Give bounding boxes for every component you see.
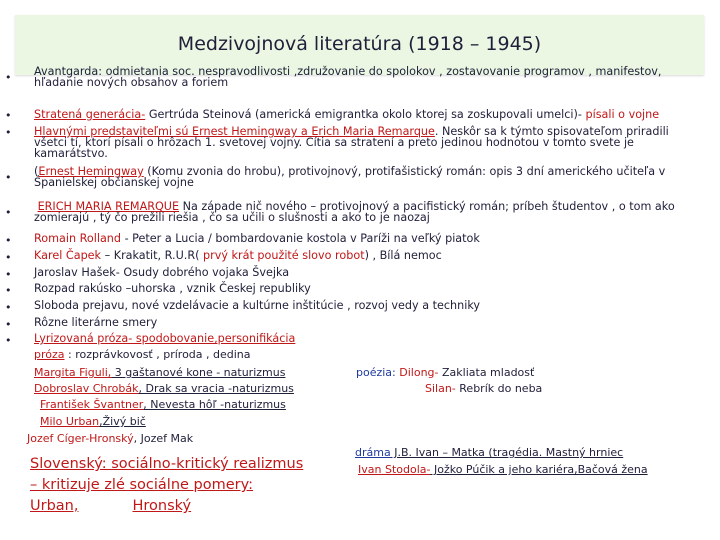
work: 3 gaštanové kone - naturizmus — [111, 366, 286, 379]
bullet-icon: • — [5, 126, 12, 139]
prose-header — [34, 349, 251, 361]
bullet-icon: • — [5, 171, 12, 184]
drama-label: dráma — [355, 446, 391, 459]
term: písali o vojne — [585, 108, 660, 121]
desc: ) , Bílá nemoc — [364, 249, 442, 262]
realism-line — [30, 497, 191, 516]
list-item-text: Sloboda prejavu, nové vzdelávacie a kultúrne inštitúcie , rozvoj vedy a techniky — [34, 299, 481, 312]
realism-line: – kritizuje zlé sociálne pomery: — [30, 477, 254, 493]
poetry-label: poézia: — [356, 366, 400, 379]
list-item-text — [34, 250, 694, 261]
author: Milo Urban — [40, 415, 100, 428]
desc: : rozprávkovosť , príroda , dedina — [64, 348, 251, 361]
bullet-icon: • — [5, 334, 12, 347]
author: Ivan Stodola- — [358, 463, 431, 476]
desc: Na západe nič nového – protivojnový a pacifistický román; príbeh študentov , o tom ako — [179, 200, 675, 213]
work: J.B. Ivan – Matka (tragédia. Mastný hrniec — [390, 446, 624, 459]
term: Ernest Hemingway — [38, 165, 144, 178]
drama-line — [355, 447, 623, 459]
bullet-icon: • — [5, 109, 12, 122]
author: Dobroslav Chrobák — [34, 382, 139, 395]
poetry-line — [356, 367, 534, 379]
term: Karel Čapek — [34, 249, 102, 262]
bullet-icon: • — [5, 284, 12, 297]
page-title: Medzivojnová literatúra (1918 – 1945) — [177, 33, 542, 55]
desc: – Krakatit, R.U.R( — [101, 249, 204, 262]
desc: Gertrúda Steinová (americká emigrantka okolo ktorej sa zoskupovali umelci)- — [145, 108, 586, 121]
author: Jozef Cíger-Hronský — [27, 432, 134, 445]
list-item-text — [34, 233, 694, 244]
author: Hronský — [132, 498, 192, 514]
prose-line — [40, 416, 146, 428]
list-item-text: Rôzne literárne smery — [34, 316, 158, 329]
bullet-icon: • — [5, 234, 12, 247]
poetry-line — [425, 383, 542, 395]
term: ERICH MARIA REMARQUE — [37, 200, 180, 213]
desc: (Komu zvonia do hrobu), protivojnový, protifašistický román: opis 3 dní amerického učiteľa v — [143, 165, 666, 178]
work: , Jozef Mak — [133, 432, 194, 445]
term: prvý krát použité slovo robot — [203, 249, 365, 262]
prose-line — [40, 399, 286, 411]
desc: . Neskôr sa k týmto spisovateľom priradili — [434, 125, 669, 138]
desc: - Peter a Lucia / bombardovanie kostola v Paríži na veľký piatok — [121, 232, 480, 245]
list-item-text: (Ernest Hemingway (Komu zvonia do hrobu), protivojnový, protifašistický román: opis 3 dní amerického učiteľa v Španielskej občianskej vojne — [34, 166, 694, 188]
author: Urban, — [30, 498, 79, 514]
list-item-text: Rozpad rakúsko –uhorska , vznik Českej republiky — [34, 282, 311, 295]
drama-line — [358, 464, 648, 476]
line: zomierajú , tý čo prežili riešia , čo sa učili o slušnosti a ako to je naozaj — [34, 211, 430, 224]
list-item-text — [34, 126, 694, 159]
prose-line — [34, 367, 285, 379]
prose-line — [27, 433, 193, 445]
list-item-text: Jaroslav Hašek- Osudy dobrého vojaka Švejka — [34, 266, 290, 279]
term: Stratená generácia- — [34, 108, 146, 121]
line: kamarátstvo. — [34, 147, 108, 160]
line: Avantgarda: odmietania soc. nespravodlivosti ,združovanie do spolokov , zostavovanie programov , manifestov, — [34, 65, 662, 78]
bullet-icon: • — [5, 71, 12, 84]
list-item-text — [34, 333, 694, 344]
term: Lyrizovaná próza- spodobovanie,personifikácia — [34, 332, 296, 345]
bullet-icon: • — [5, 318, 12, 331]
bullet-icon: • — [5, 301, 12, 314]
author: Silan- — [425, 382, 456, 395]
line: všetci tí, ktorí písali o hrôzach 1. svetovej vojny. Cítia sa stratení a preto jedinou hodnotou v tomto svete je — [34, 136, 634, 149]
line: hľadanie nových obsahov a foriem — [34, 76, 229, 89]
list-item-text — [34, 109, 694, 120]
term: Romain Rolland — [34, 232, 122, 245]
author: Dilong- — [399, 366, 439, 379]
bullet-icon: • — [5, 206, 12, 219]
work: , Drak sa vracia -naturizmus — [138, 382, 294, 395]
bullet-icon: • — [5, 251, 12, 264]
work: ,Živý bič — [99, 415, 146, 428]
work: Zakliata mladosť — [438, 366, 535, 379]
list-item-text — [34, 66, 694, 88]
line: Španielskej občianskej vojne — [34, 176, 194, 189]
bullet-icon: • — [5, 268, 12, 281]
work: Jožko Púčik a jeho kariéra,Bačová žena — [430, 463, 648, 476]
term: próza — [34, 348, 65, 361]
work: Rebrík do neba — [455, 382, 543, 395]
list-item-text — [34, 201, 694, 223]
prose-line — [34, 383, 294, 395]
work: , Nevesta hôľ -naturizmus — [143, 398, 286, 411]
realism-line: Slovenský: sociálno-kritický realizmus — [30, 456, 304, 472]
author: František Švantner — [40, 398, 144, 411]
author: Margita Figuli, — [34, 366, 112, 379]
term: Hlavnými predstaviteľmi sú Ernest Hemingway a Erich Maria Remarque — [34, 125, 435, 138]
